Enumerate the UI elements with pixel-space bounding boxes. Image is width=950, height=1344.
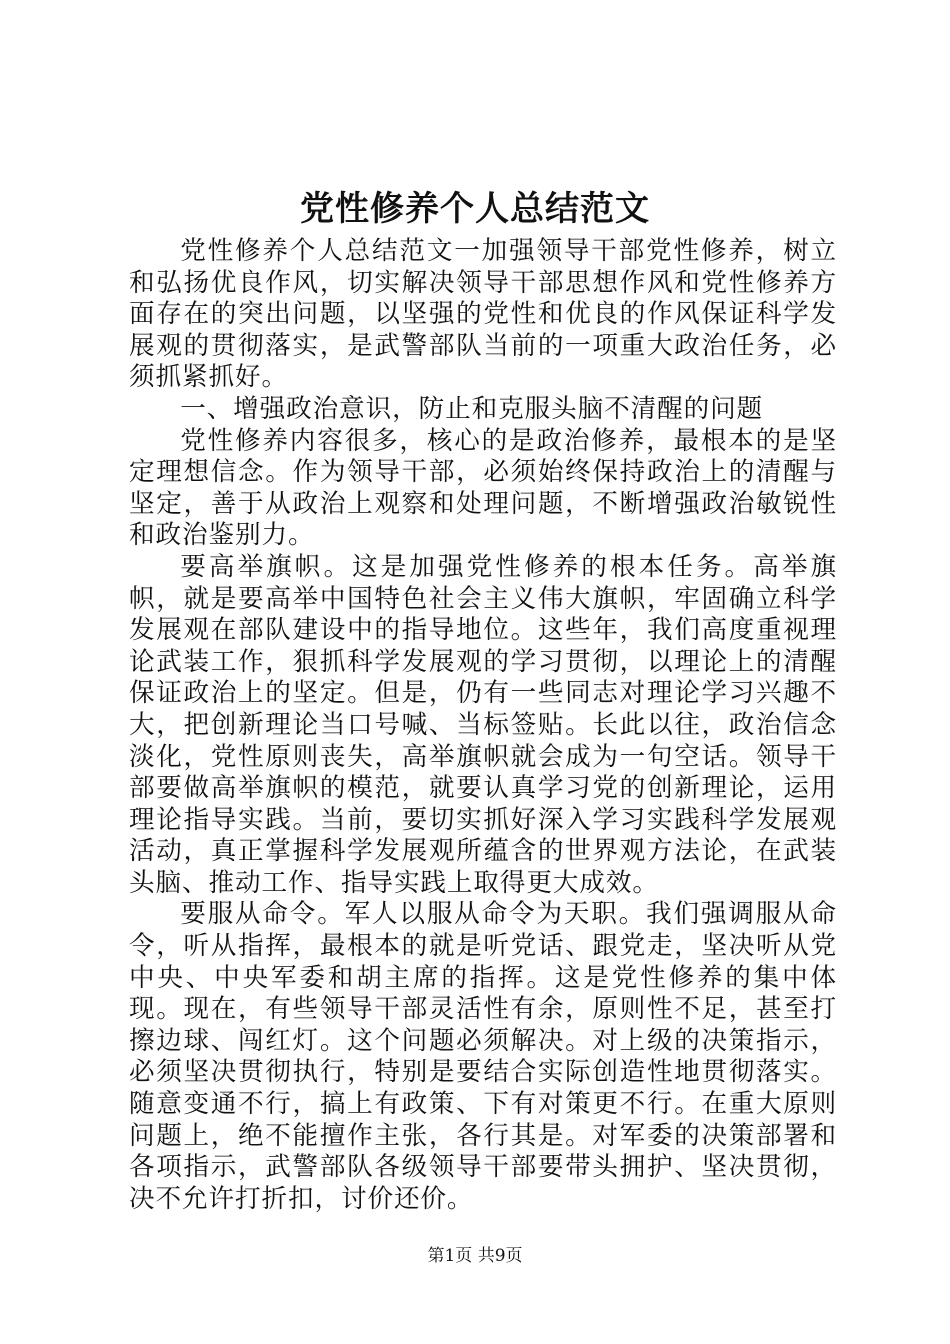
document-body (129, 236, 837, 1215)
section-heading: 一、增强政治意识，防止和克服头脑不清醒的问题 (180, 393, 764, 424)
paragraph-obey-orders: 要服从命令。军人以服从命令为天职。我们强调服从命令，听从指挥，最根本的就是听党话、跟党走，坚决听从党中央、中央军委和胡主席的指挥。这是党性修养的集中体现。现在，有些领导干部灵活性有余，原则性不足，甚至打擦边球、闯红灯。这个问题必须解决。对上级的决策指示，必须坚决贯彻执行，特别是要结合实际创造性地贯彻落实。随意变通不行，搞上有政策、下有对策更不行。在重大原则问题上，绝不能擅作主张，各行其是。对军委的决策部署和各项指示，武警部队各级领导干部要带头拥护、坚决贯彻，决不允许打折扣，讨价还价。 (129, 899, 837, 1214)
paragraph-political-cultivation: 党性修养内容很多，核心的是政治修养，最根本的是坚定理想信念。作为领导干部，必须始终保持政治上的清醒与坚定，善于从政治上观察和处理问题，不断增强政治敏锐性和政治鉴别力。 (129, 425, 837, 551)
page-number-footer: 第1页 共9页 (427, 1246, 523, 1266)
document-title: 党性修养个人总结范文 (300, 189, 650, 229)
paragraph-intro: 党性修养个人总结范文一加强领导干部党性修养，树立和弘扬优良作风，切实解决领导干部思想作风和党性修养方面存在的突出问题，以坚强的党性和优良的作风保证科学发展观的贯彻落实，是武警部队当前的一项重大政治任务，必须抓紧抓好。 (129, 236, 837, 393)
paragraph-hold-high-banner: 要高举旗帜。这是加强党性修养的根本任务。高举旗帜，就是要高举中国特色社会主义伟大旗帜，牢固确立科学发展观在部队建设中的指导地位。这些年，我们高度重视理论武装工作，狠抓科学发展观的学习贯彻，以理论上的清醒保证政治上的坚定。但是，仍有一些同志对理论学习兴趣不大，把创新理论当口号喊、当标签贴。长此以往，政治信念淡化，党性原则丧失，高举旗帜就会成为一句空话。领导干部要做高举旗帜的模范，就要认真学习党的创新理论，运用理论指导实践。当前，要切实抓好深入学习实践科学发展观活动，真正掌握科学发展观所蕴含的世界观方法论，在武装头脑、推动工作、指导实践上取得更大成效。 (129, 551, 837, 898)
